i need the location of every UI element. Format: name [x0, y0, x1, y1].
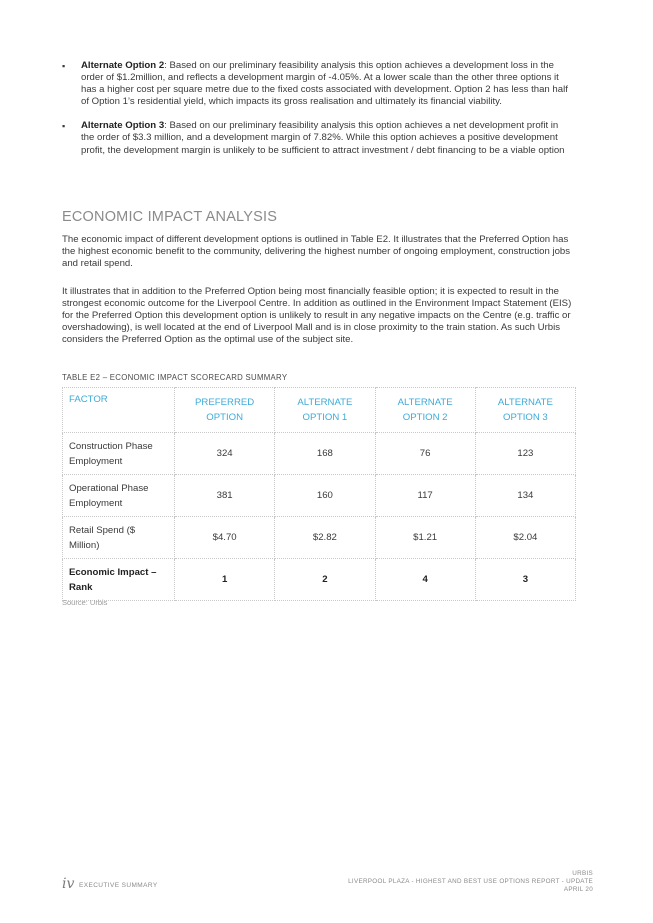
table-caption: TABLE E2 – ECONOMIC IMPACT SCORECARD SUMMARY [62, 373, 288, 382]
paragraph-preferred-option: It illustrates that in addition to the Preferred Option being most financially feasible option; it is expected to result in the strongest economic outcome for the Liverpool Centre. In addition as outlined in the Environment Impact Statement (EIS) for the Preferred Option this development option is unlikely to result in any negative impacts on the Centre (e.g. traffic or overshadowing), is well located at the end of Liverpool Mall and is in close proximity to the train station. As such Urbis considers the Preferred Option as the optimal use of the subject site. [62, 286, 572, 346]
page-number-logo: iv [62, 876, 75, 892]
value-cell: 134 [475, 475, 575, 517]
value-cell: 3 [475, 559, 575, 601]
table-row-rank [63, 559, 576, 601]
factor-cell: Construction Phase Employment [63, 433, 175, 475]
value-cell: 168 [275, 433, 375, 475]
table-row [63, 433, 576, 475]
header-alternate-option-2: ALTERNATE OPTION 2 [375, 388, 475, 433]
value-cell: 324 [175, 433, 275, 475]
footer-brand: URBIS [572, 870, 593, 877]
header-factor: FACTOR [63, 388, 175, 433]
bullet-square-icon: ▪ [62, 121, 66, 132]
economic-impact-scorecard-table [62, 387, 576, 601]
value-cell: $1.21 [375, 517, 475, 559]
value-cell: 381 [175, 475, 275, 517]
factor-cell: Operational Phase Employment [63, 475, 175, 517]
value-cell: $4.70 [175, 517, 275, 559]
table-row [63, 517, 576, 559]
value-cell: 1 [175, 559, 275, 601]
value-cell: 2 [275, 559, 375, 601]
bullet-text: : Based on our preliminary feasibility analysis this option achieves a development loss in the order of $1.2million, and reflects a development margin of -4.05%. At a lower scale than the other three options it has a higher cost per square metre due to the fixed costs associated with development. Option 2 has less than half of Option 1’s residential yield, which impacts its gross realisation and ultimately its financial viability. [81, 60, 568, 108]
section-heading: ECONOMIC IMPACT ANALYSIS [62, 209, 278, 225]
value-cell: 76 [375, 433, 475, 475]
table-source: Source: Urbis [62, 598, 108, 607]
bullet-text: : Based on our preliminary feasibility analysis this option achieves a net development profit in the order of $3.3 million, and a development margin of 7.82%. While this option achieves a positive development profit, the development margin is unlikely to be sufficient to attract investment / debt financing to be a viable option [81, 120, 565, 156]
footer-doc-info [348, 870, 593, 894]
bullet-label: Alternate Option 3 [81, 120, 165, 132]
table-row [63, 475, 576, 517]
factor-cell: Economic Impact – Rank [63, 559, 175, 601]
bullet-label: Alternate Option 2 [81, 60, 165, 71]
header-alternate-option-1: ALTERNATE OPTION 1 [275, 388, 375, 433]
paragraph-economic-impact: The economic impact of different development options is outlined in Table E2. It illustrates that the Preferred Option has the highest economic benefit to the community, delivering the highest number of ongoing employment, construction jobs and retail spend. [62, 234, 571, 270]
value-cell: 117 [375, 475, 475, 517]
bullet-square-icon: ▪ [62, 61, 66, 71]
footer-date: APRIL 20 [563, 886, 593, 893]
value-cell: 123 [475, 433, 575, 475]
value-cell: $2.04 [475, 517, 575, 559]
value-cell: 160 [275, 475, 375, 517]
value-cell: 4 [375, 559, 475, 601]
bullet-alternate-option-3 [62, 120, 574, 156]
value-cell: $2.82 [275, 517, 375, 559]
table-header-row [63, 388, 576, 433]
footer-section-label: EXECUTIVE SUMMARY [79, 882, 158, 889]
option-bullet-list [62, 60, 574, 169]
header-alternate-option-3: ALTERNATE OPTION 3 [475, 388, 575, 433]
footer-doc-title: LIVERPOOL PLAZA - HIGHEST AND BEST USE OPTIONS REPORT - UPDATE [348, 878, 593, 885]
header-preferred-option: PREFERRED OPTION [175, 388, 275, 433]
factor-cell: Retail Spend ($ Million) [63, 517, 175, 559]
bullet-alternate-option-2 [62, 60, 574, 108]
